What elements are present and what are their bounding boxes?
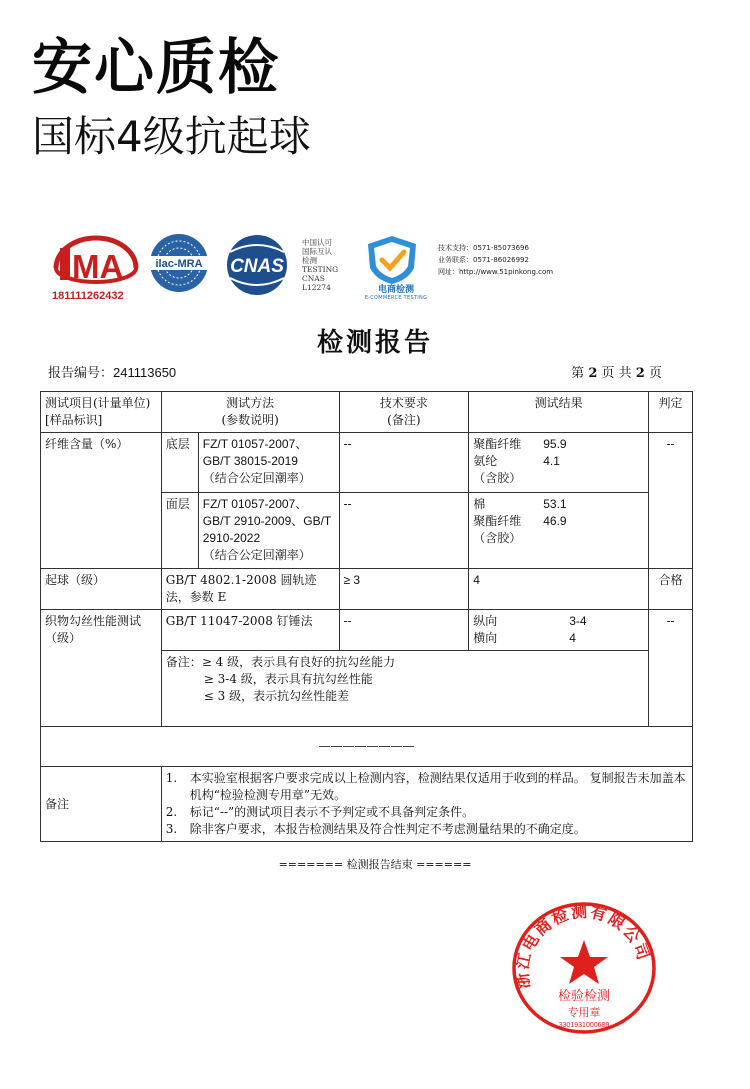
table-row-fiber-bottom xyxy=(41,433,693,493)
official-stamp-icon xyxy=(508,900,660,1036)
certification-logos xyxy=(50,232,700,307)
hero-title: 安心质检 xyxy=(32,33,280,103)
table-row-pilling xyxy=(41,569,693,610)
snagging-judge: -- xyxy=(649,610,693,727)
table-row-remarks xyxy=(41,767,693,842)
header-method: 测试方法 (参数说明) xyxy=(161,392,339,433)
cma-logo-text: MA xyxy=(72,248,124,285)
table-header-row xyxy=(41,392,693,433)
fiber-bottom-layer: 底层 xyxy=(161,433,198,493)
stamp-center-line1: 检验检测 xyxy=(557,989,611,1004)
page-indicator: 第 2 页 共 2 页 xyxy=(571,366,662,381)
cma-number: 181111262432 xyxy=(52,290,124,302)
fiber-bottom-method: FZ/T 01057-2007、GB/T 38015-2019 （结合公定回潮率） xyxy=(198,433,339,493)
cnas-cert-text: 中国认可 国际互认 检测 TESTING CNAS L12274 xyxy=(302,238,339,292)
pilling-result: 4 xyxy=(469,569,649,610)
report-title: 检测报告 xyxy=(316,328,433,358)
snagging-note: 备注：≥ 4 级，表示具有良好的抗勾丝能力 ≥ 3-4 级，表示具有抗勾丝性能 ≤ 3 级，表示抗勾丝性能差 xyxy=(161,651,648,727)
hero-subtitle: 国标4级抗起球 xyxy=(32,112,311,161)
fiber-top-method: FZ/T 01057-2007、GB/T 2910-2009、GB/T 2910-2022 （结合公定回潮率） xyxy=(198,493,339,569)
snagging-requirement: -- xyxy=(339,610,469,651)
header-judge: 判定 xyxy=(649,392,693,433)
pilling-judge: 合格 xyxy=(649,569,693,610)
snagging-item: 织物勾丝性能测试（级） xyxy=(41,610,162,727)
fiber-item: 纤维含量（%） xyxy=(41,433,162,569)
pilling-method: GB/T 4802.1-2008 圆轨迹法，参数 E xyxy=(161,569,339,610)
snagging-result: 纵向 3-4 横向 4 xyxy=(469,610,649,651)
report-end-line: ======= 检测报告结束 ====== xyxy=(278,858,472,871)
ilac-mra-logo-icon xyxy=(148,232,210,294)
stamp-number: 3301931000689 xyxy=(558,1022,610,1029)
fiber-top-layer: 面层 xyxy=(161,493,198,569)
fiber-judge: -- xyxy=(649,433,693,569)
contact-info: 技术支持：0571-85073696 业务联系：0571-86026992 网址：http://www.51pinkong.com xyxy=(438,244,554,276)
pilling-item: 起球（级） xyxy=(41,569,162,610)
ecommerce-testing-label: 电商检测 E-COMMERCE TESTING xyxy=(364,285,428,301)
snagging-method: GB/T 11047-2008 钉锤法 xyxy=(161,610,339,651)
cnas-logo-icon xyxy=(218,234,296,296)
table-row-divider xyxy=(41,727,693,767)
report-table xyxy=(40,391,693,842)
fiber-top-requirement: -- xyxy=(339,493,469,569)
cnas-text: CNAS xyxy=(230,256,284,277)
remarks-label: 备注 xyxy=(41,767,162,842)
stamp-ring-text: 浙江电商检测有限公司 xyxy=(512,901,654,990)
header-result: 测试结果 xyxy=(469,392,649,433)
table-row-snagging xyxy=(41,610,693,651)
header-item: 测试项目(计量单位) [样品标识] xyxy=(41,392,162,433)
fiber-bottom-result: 聚酯纤维 95.9 氨纶 4.1 （含胶） xyxy=(469,433,649,493)
remarks-content: 1. 本实验室根据客户要求完成以上检测内容，检测结果仅适用于收到的样品。 复制报告未加盖本机构“检验检测专用章”无效。 2. 标记“--”的测试项目表示不予判定或不具备判定条件。 3. 除非客户要求，本报告检测结果及符合性判定不考虑测量结果的不确定度。 xyxy=(161,767,692,842)
stamp-center-line2: 专用章 xyxy=(567,1006,601,1019)
ilac-mra-text: ilac-MRA xyxy=(155,258,203,270)
header-requirement: 技术要求 (备注) xyxy=(339,392,469,433)
fiber-bottom-requirement: -- xyxy=(339,433,469,493)
report-number: 报告编号：241113650 xyxy=(48,365,177,381)
pilling-requirement: ≥ 3 xyxy=(339,569,469,610)
fiber-top-result: 棉 53.1 聚酯纤维 46.9 （含胶） xyxy=(469,493,649,569)
divider-line: ———————— xyxy=(41,727,693,767)
